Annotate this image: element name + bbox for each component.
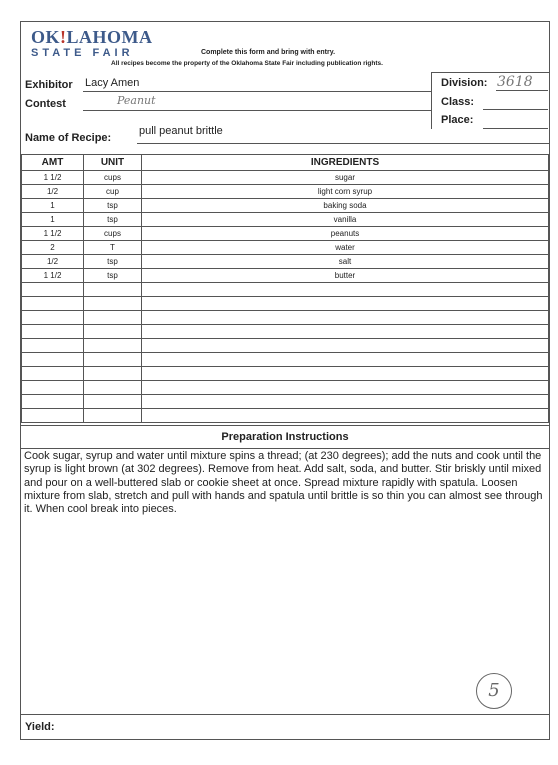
amt-cell[interactable]: 1 bbox=[22, 213, 84, 227]
logo-lahoma: LAHOMA bbox=[66, 27, 153, 47]
unit-cell[interactable]: T bbox=[84, 241, 142, 255]
unit-cell[interactable] bbox=[84, 339, 142, 353]
table-row bbox=[22, 171, 549, 185]
logo-ok: OK bbox=[31, 27, 61, 47]
exhibitor-label: Exhibitor bbox=[25, 79, 73, 91]
amt-cell[interactable] bbox=[22, 409, 84, 423]
amt-cell[interactable]: 1 1/2 bbox=[22, 269, 84, 283]
ingredient-cell[interactable] bbox=[142, 339, 549, 353]
ingredient-cell[interactable]: vanilla bbox=[142, 213, 549, 227]
ingredient-cell[interactable]: baking soda bbox=[142, 199, 549, 213]
table-row bbox=[22, 409, 549, 423]
ingredient-cell[interactable] bbox=[142, 367, 549, 381]
unit-cell[interactable] bbox=[84, 395, 142, 409]
ingredient-cell[interactable]: sugar bbox=[142, 171, 549, 185]
recipe-name-line bbox=[137, 143, 549, 144]
ingredient-cell[interactable] bbox=[142, 311, 549, 325]
page-number-circle: 5 bbox=[476, 673, 512, 709]
contest-label: Contest bbox=[25, 98, 66, 110]
amt-cell[interactable]: 1/2 bbox=[22, 185, 84, 199]
table-row bbox=[22, 185, 549, 199]
division-label: Division: bbox=[441, 77, 488, 89]
table-row bbox=[22, 255, 549, 269]
ingredient-cell[interactable]: peanuts bbox=[142, 227, 549, 241]
ingredient-cell[interactable]: salt bbox=[142, 255, 549, 269]
unit-cell[interactable] bbox=[84, 381, 142, 395]
amt-cell[interactable]: 1 1/2 bbox=[22, 227, 84, 241]
place-line bbox=[483, 128, 548, 129]
amt-cell[interactable]: 1/2 bbox=[22, 255, 84, 269]
rights-note: All recipes become the property of the Oklahoma State Fair including publication rights. bbox=[111, 60, 383, 67]
ingredient-cell[interactable] bbox=[142, 297, 549, 311]
amt-cell[interactable] bbox=[22, 353, 84, 367]
table-row bbox=[22, 269, 549, 283]
ingredient-cell[interactable] bbox=[142, 395, 549, 409]
entry-form bbox=[20, 21, 550, 740]
exhibitor-value[interactable]: Lacy Amen bbox=[85, 77, 140, 89]
amt-cell[interactable] bbox=[22, 367, 84, 381]
class-line bbox=[483, 109, 548, 110]
division-value[interactable]: 3618 bbox=[497, 74, 533, 90]
amt-cell[interactable]: 1 1/2 bbox=[22, 171, 84, 185]
table-row bbox=[22, 297, 549, 311]
recipe-name-label: Name of Recipe: bbox=[25, 132, 112, 144]
unit-cell[interactable]: cups bbox=[84, 227, 142, 241]
form-instruction: Complete this form and bring with entry. bbox=[201, 49, 336, 56]
table-row bbox=[22, 283, 549, 297]
unit-header: UNIT bbox=[84, 155, 142, 171]
amt-cell[interactable] bbox=[22, 395, 84, 409]
ingredient-cell[interactable] bbox=[142, 409, 549, 423]
table-row bbox=[22, 395, 549, 409]
division-line bbox=[496, 90, 548, 91]
ingredient-cell[interactable]: light corn syrup bbox=[142, 185, 549, 199]
amt-cell[interactable]: 2 bbox=[22, 241, 84, 255]
table-row bbox=[22, 311, 549, 325]
table-row bbox=[22, 381, 549, 395]
recipe-name-value[interactable]: pull peanut brittle bbox=[139, 125, 223, 137]
unit-cell[interactable] bbox=[84, 297, 142, 311]
table-row bbox=[22, 241, 549, 255]
unit-cell[interactable]: tsp bbox=[84, 199, 142, 213]
amt-cell[interactable] bbox=[22, 325, 84, 339]
unit-cell[interactable] bbox=[84, 311, 142, 325]
table-row bbox=[22, 199, 549, 213]
table-row bbox=[22, 367, 549, 381]
ingredient-cell[interactable]: butter bbox=[142, 269, 549, 283]
yield-label: Yield: bbox=[25, 721, 55, 733]
unit-cell[interactable]: cups bbox=[84, 171, 142, 185]
unit-cell[interactable] bbox=[84, 409, 142, 423]
table-row bbox=[22, 353, 549, 367]
unit-cell[interactable] bbox=[84, 353, 142, 367]
unit-cell[interactable] bbox=[84, 283, 142, 297]
unit-cell[interactable]: cup bbox=[84, 185, 142, 199]
amt-cell[interactable]: 1 bbox=[22, 199, 84, 213]
table-row bbox=[22, 325, 549, 339]
fair-logo bbox=[31, 28, 153, 59]
table-header-row bbox=[22, 155, 549, 171]
unit-cell[interactable]: tsp bbox=[84, 213, 142, 227]
ingredient-cell[interactable] bbox=[142, 381, 549, 395]
amt-cell[interactable] bbox=[22, 339, 84, 353]
yield-divider bbox=[21, 714, 549, 715]
amt-cell[interactable] bbox=[22, 311, 84, 325]
amt-header: AMT bbox=[22, 155, 84, 171]
exhibitor-line bbox=[83, 91, 431, 92]
ingredient-cell[interactable] bbox=[142, 283, 549, 297]
preparation-heading: Preparation Instructions bbox=[21, 425, 549, 449]
amt-cell[interactable] bbox=[22, 381, 84, 395]
unit-cell[interactable] bbox=[84, 367, 142, 381]
ingredients-body bbox=[22, 171, 549, 423]
ingredients-header: INGREDIENTS bbox=[142, 155, 549, 171]
unit-cell[interactable] bbox=[84, 325, 142, 339]
table-row bbox=[22, 227, 549, 241]
unit-cell[interactable]: tsp bbox=[84, 255, 142, 269]
ingredient-cell[interactable]: water bbox=[142, 241, 549, 255]
contest-line bbox=[83, 110, 431, 111]
amt-cell[interactable] bbox=[22, 283, 84, 297]
ingredient-cell[interactable] bbox=[142, 325, 549, 339]
amt-cell[interactable] bbox=[22, 297, 84, 311]
table-row bbox=[22, 339, 549, 353]
logo-state-fair: STATE FAIR bbox=[31, 47, 134, 59]
preparation-text[interactable]: Cook sugar, syrup and water until mixture spins a thread; (at 230 degrees); add the nuts and cook until the syrup is light brown (at 302 degrees). Remove from heat. Add salt, soda, and butter. Stir briskly until mixed and pour on a well-buttered slab or cookie sheet at once. Spread mixture rapidly with spatula. Loosen mixture from slab, stretch and pull with hands and spatula until brittle is so thin you can almost see through it. When cool break into pieces. bbox=[24, 450, 543, 516]
logo-exclaim: ! bbox=[60, 27, 67, 47]
ingredient-cell[interactable] bbox=[142, 353, 549, 367]
unit-cell[interactable]: tsp bbox=[84, 269, 142, 283]
class-label: Class: bbox=[441, 96, 475, 108]
place-label: Place: bbox=[441, 114, 474, 126]
table-row bbox=[22, 213, 549, 227]
ingredients-table bbox=[21, 154, 549, 423]
contest-value[interactable]: Peanut bbox=[117, 94, 156, 107]
